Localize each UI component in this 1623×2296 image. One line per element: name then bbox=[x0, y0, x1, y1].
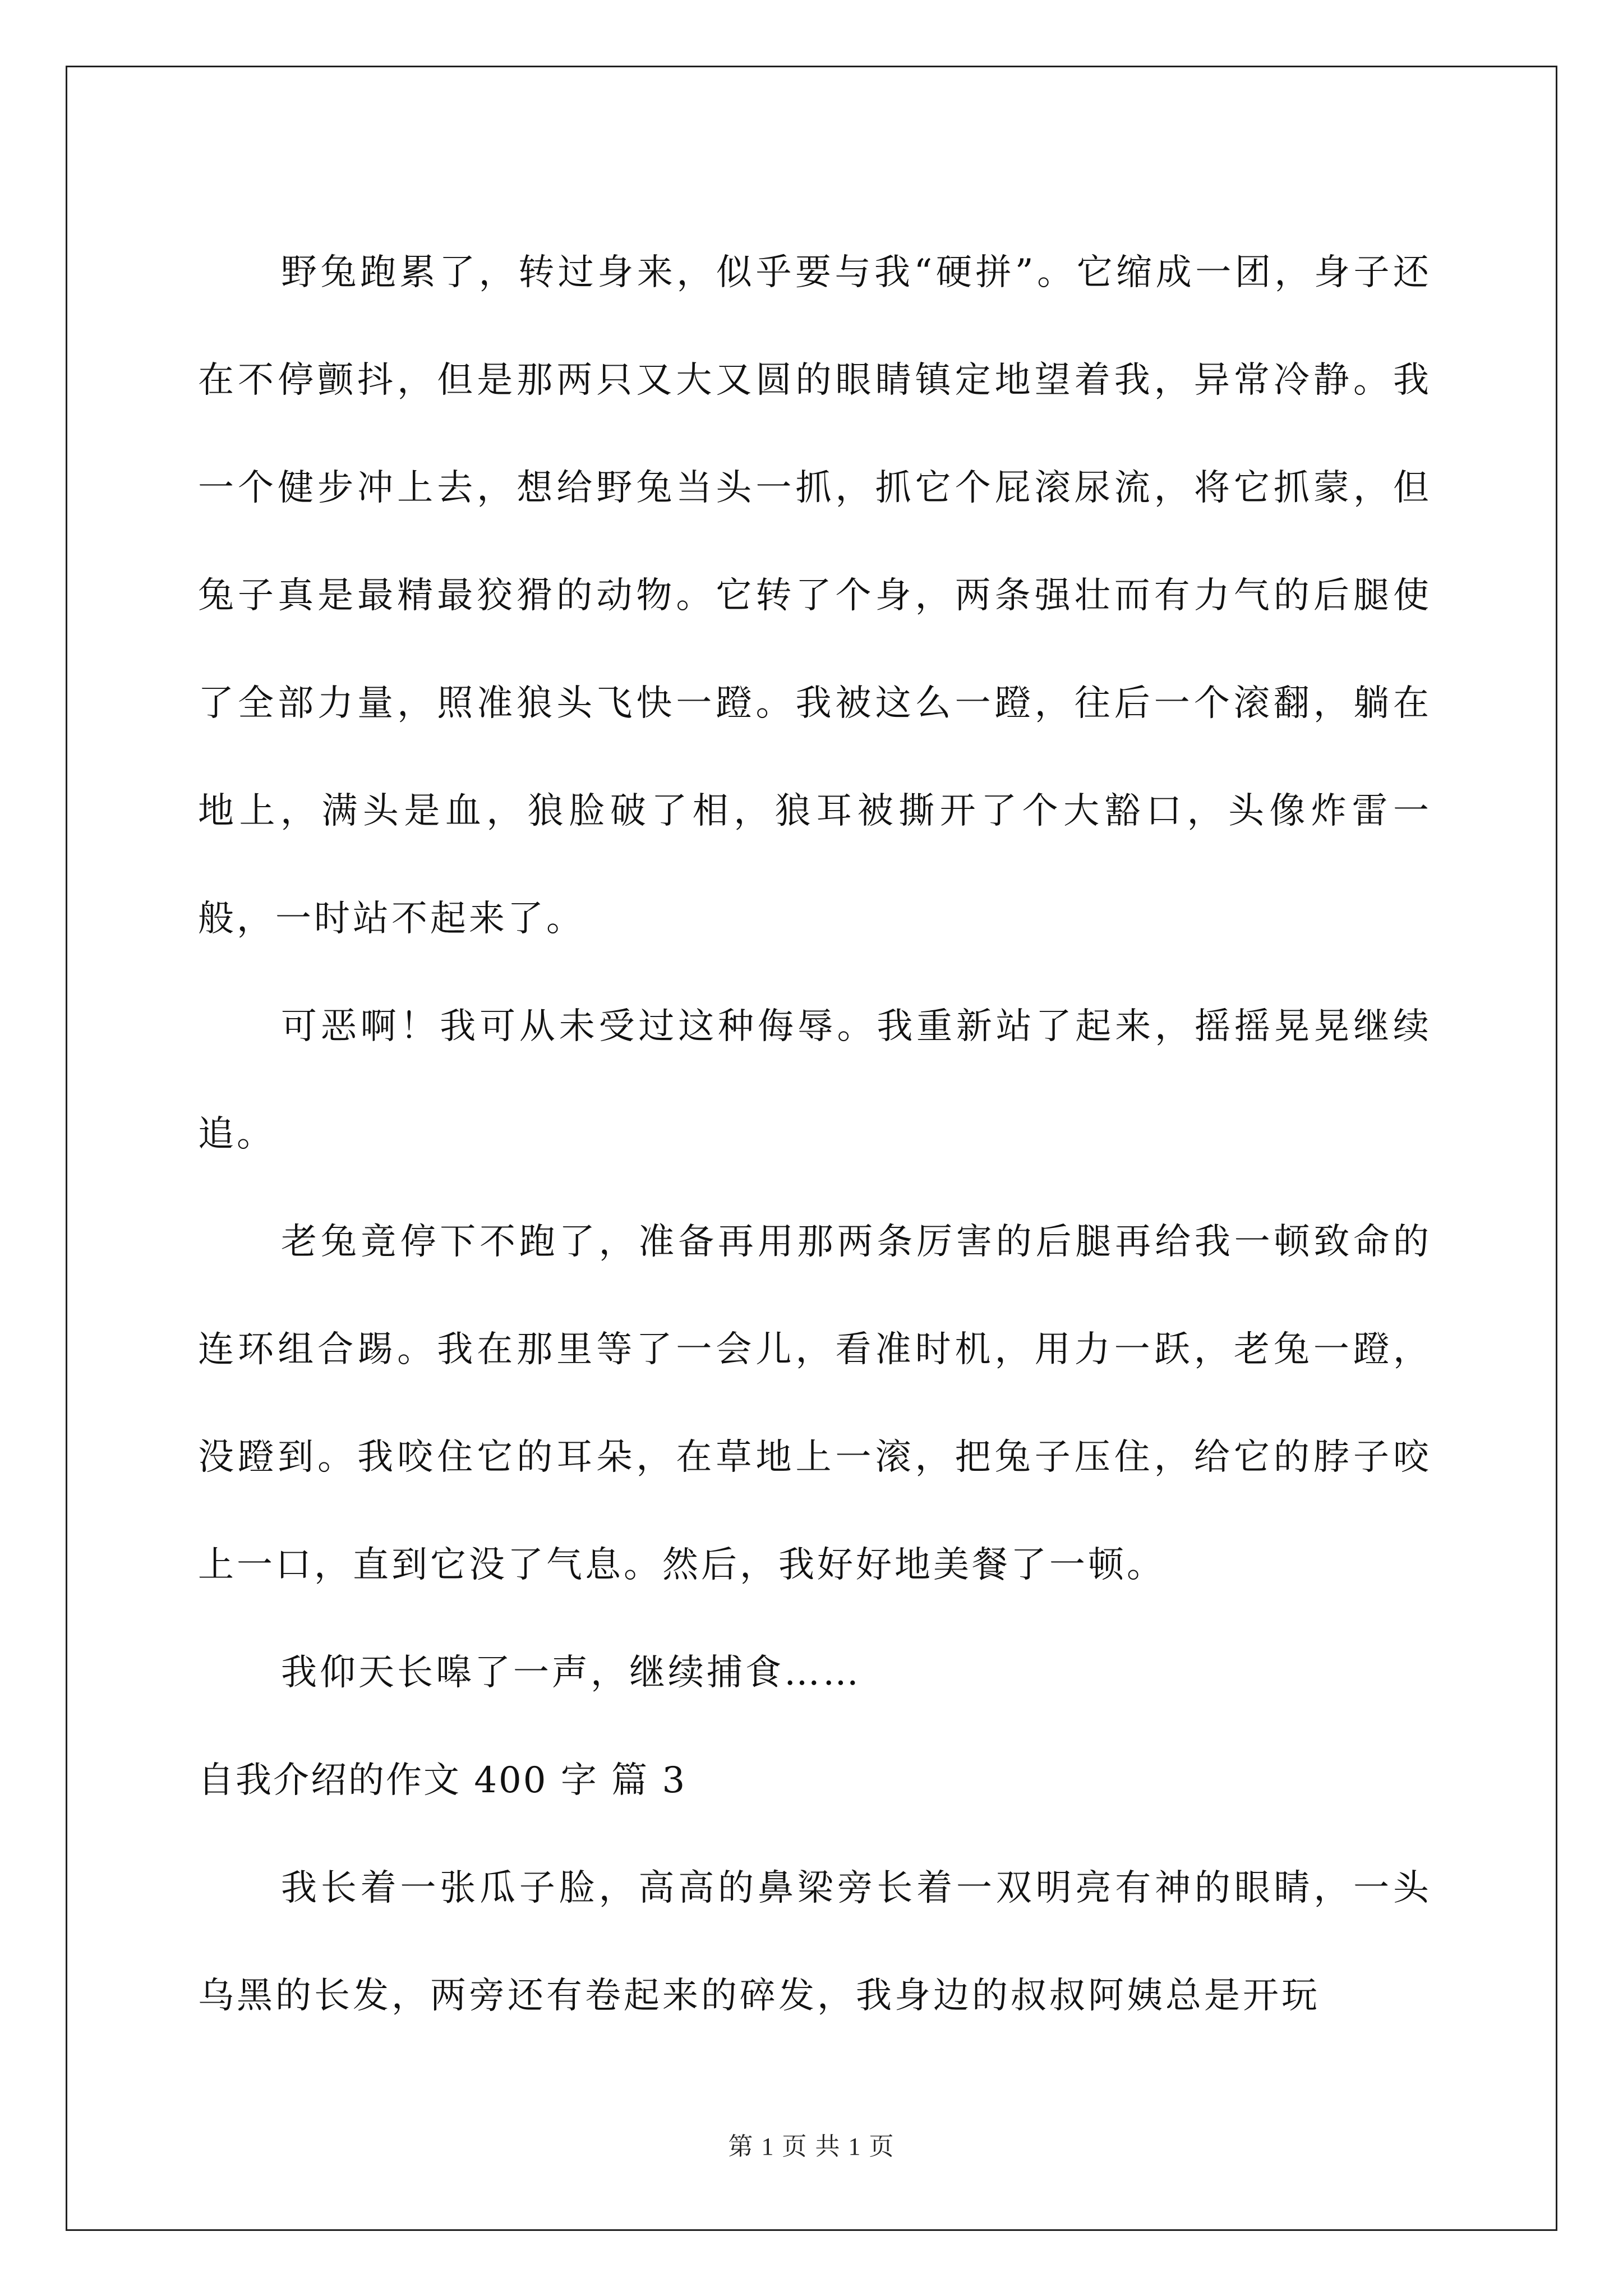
paragraph: 我长着一张瓜子脸，高高的鼻梁旁长着一双明亮有神的眼睛，一头乌黑的长发，两旁还有卷起来的碎发，我身边的叔叔阿姨总是开玩 bbox=[198, 1867, 1432, 2017]
document-body bbox=[198, 219, 1432, 2050]
paragraph: 可恶啊！我可从未受过这种侮辱。我重新站了起来，摇摇晃晃继续追。 bbox=[198, 1006, 1432, 1155]
page-footer: 第 1 页 共 1 页 bbox=[728, 2133, 895, 2160]
section-heading: 自我介绍的作文 400 字 篇 3 bbox=[198, 1760, 687, 1801]
paragraph: 我仰天长嗥了一声，继续捕食…… bbox=[281, 1652, 861, 1694]
paragraph: 野兔跑累了，转过身来，似乎要与我“硬拼”。它缩成一团，身子还在不停颤抖，但是那两只又大又圆的眼睛镇定地望着我，异常冷静。我一个健步冲上去，想给野兔当头一抓，抓它个屁滚尿流，将它抓蒙，但兔子真是最精最狡猾的动物。它转了个身，两条强壮而有力气的后腿使了全部力量，照准狼头飞快一蹬。我被这么一蹬，往后一个滚翻，躺在地上，满头是血，狼脸破了相，狼耳被撕开了个大豁口，头像炸雷一般，一时站不起来了。 bbox=[198, 252, 1432, 940]
paragraph: 老兔竟停下不跑了，准备再用那两条厉害的后腿再给我一顿致命的连环组合踢。我在那里等了一会儿，看准时机，用力一跃，老兔一蹬，没蹬到。我咬住它的耳朵，在草地上一滚，把兔子压住，给它的脖子咬上一口，直到它没了气息。然后，我好好地美餐了一顿。 bbox=[198, 1221, 1432, 1586]
